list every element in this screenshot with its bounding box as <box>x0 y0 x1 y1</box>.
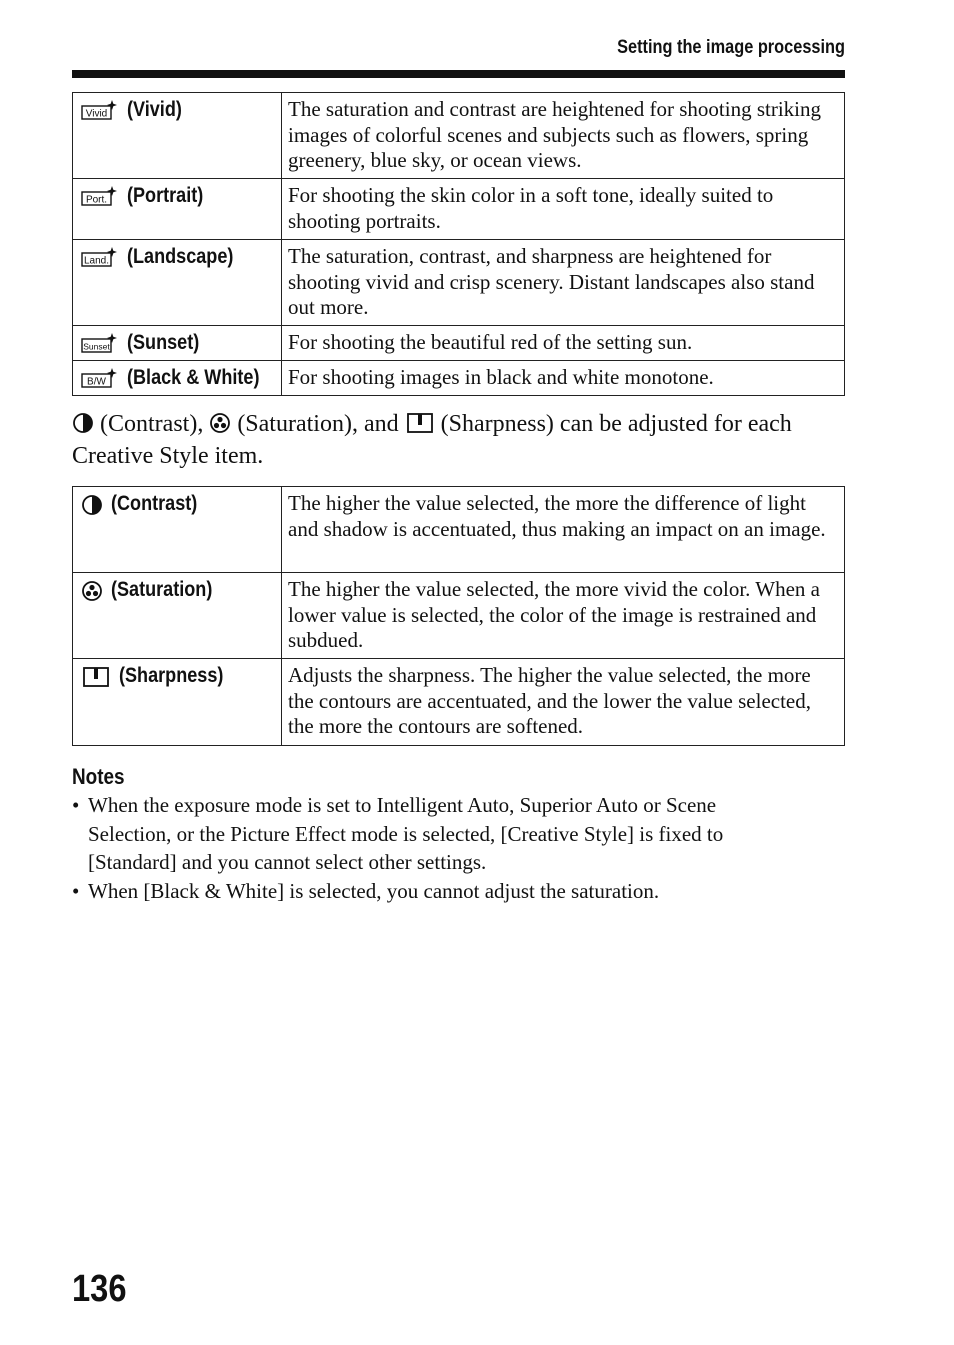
style-description-black-white: For shooting images in black and white monotone. <box>282 361 845 396</box>
style-description-vivid: The saturation and contrast are heightened for shooting striking images of colorful scenes and subjects such as flowers, spring greenery, blue sky, or ocean views. <box>282 93 845 179</box>
section-header: Setting the image processing <box>617 37 845 58</box>
table-row <box>73 326 845 361</box>
adjust-label-saturation: (Saturation) <box>111 578 213 601</box>
style-description-landscape: The saturation, contrast, and sharpness are heightened for shooting vivid and crisp scenery. Distant landscapes also stand out more. <box>282 240 845 326</box>
sunset-style-icon <box>81 333 117 353</box>
notes-list <box>72 791 792 905</box>
table-row <box>73 573 845 659</box>
style-description-portrait: For shooting the skin color in a soft tone, ideally suited to shooting portraits. <box>282 179 845 240</box>
contrast-icon <box>72 412 94 434</box>
adjust-description-contrast: The higher the value selected, the more the difference of light and shadow is accentuated, thus making an impact on an image. <box>282 487 845 573</box>
svg-text:Sunset: Sunset <box>83 341 110 352</box>
list-item: • When [Black & White] is selected, you cannot adjust the saturation. <box>72 877 792 906</box>
contrast-icon <box>81 494 103 516</box>
style-label-landscape: (Landscape) <box>127 245 234 268</box>
adjustment-intro: (Contrast), (Saturation), and (Sharpness) can be adjusted for each Creative Style item. <box>72 411 792 469</box>
page-number: 136 <box>72 1268 127 1310</box>
adjust-label-contrast: (Contrast) <box>111 492 198 515</box>
sharpness-icon <box>405 412 435 434</box>
svg-text:Vivid: Vivid <box>85 108 108 120</box>
style-label-portrait: (Portrait) <box>127 184 204 207</box>
table-row <box>73 487 845 573</box>
style-label-sunset: (Sunset) <box>127 331 200 354</box>
vivid-style-icon <box>81 100 117 120</box>
adjust-description-sharpness: Adjusts the sharpness. The higher the value selected, the more the contours are accentuated, and the lower the value selected, the more the contours are softened. <box>282 659 845 746</box>
adjustment-table <box>72 486 845 746</box>
style-description-sunset: For shooting the beautiful red of the setting sun. <box>282 326 845 361</box>
landscape-style-icon <box>81 247 117 267</box>
table-row <box>73 361 845 396</box>
bullet-icon: • <box>72 878 80 903</box>
black-white-style-icon <box>81 368 117 388</box>
adjust-label-sharpness: (Sharpness) <box>119 664 224 687</box>
svg-text:Port.: Port. <box>85 194 108 206</box>
adjust-description-saturation: The higher the value selected, the more vivid the color. When a lower value is selected, the color of the image is restrained and subdued. <box>282 573 845 659</box>
creative-style-table <box>72 92 845 396</box>
table-row <box>73 240 845 326</box>
style-label-vivid: (Vivid) <box>127 98 182 121</box>
table-row <box>73 93 845 179</box>
svg-text:B/W: B/W <box>87 376 106 388</box>
portrait-style-icon <box>81 186 117 206</box>
table-row <box>73 179 845 240</box>
header-rule <box>72 70 845 78</box>
notes-heading: Notes <box>72 764 125 789</box>
svg-text:Land.: Land. <box>83 255 110 267</box>
saturation-icon <box>209 412 231 434</box>
sharpness-icon <box>81 666 111 688</box>
style-label-black-white: (Black & White) <box>127 366 260 389</box>
bullet-icon: • <box>72 793 80 817</box>
list-item: • When the exposure mode is set to Intelligent Auto, Superior Auto or Scene Selection, or the Picture Effect mode is selected, [Creative Style] is fixed to [Standard] and you cannot select other settings. <box>72 791 792 877</box>
saturation-icon <box>81 580 103 602</box>
table-row <box>73 659 845 746</box>
